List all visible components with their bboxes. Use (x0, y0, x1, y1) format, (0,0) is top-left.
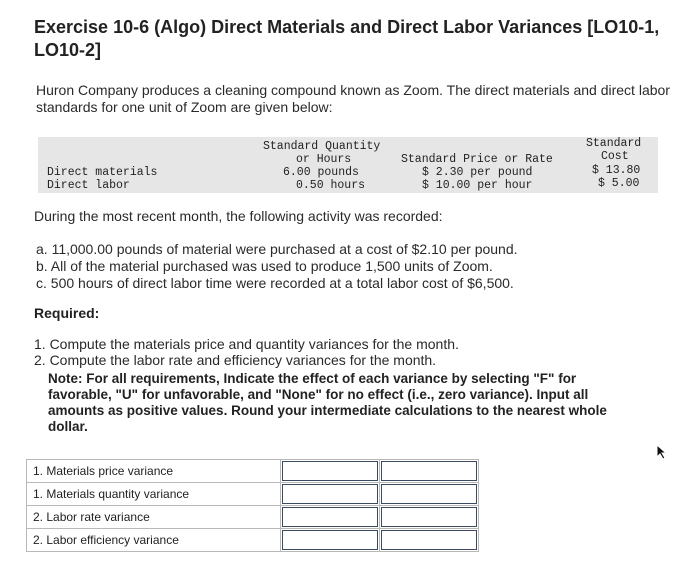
materials-quantity-effect-select[interactable] (381, 484, 477, 504)
row-materials-label: Direct materials (47, 166, 158, 179)
row-label: 2. Labor rate variance (27, 506, 281, 529)
required-heading: Required: (34, 305, 100, 321)
materials-price-effect-select[interactable] (381, 461, 477, 481)
requirements-list (34, 336, 654, 368)
table-row (27, 483, 479, 506)
row-label: 2. Labor efficiency variance (27, 529, 281, 552)
table-row (27, 506, 479, 529)
requirement-2: 2. Compute the labor rate and efficiency variances for the month. (34, 352, 437, 368)
table-row (27, 529, 479, 552)
materials-price-amount-input[interactable] (282, 461, 378, 481)
exercise-title: Exercise 10-6 (Algo) Direct Materials and Direct Labor Variances [LO10-1, LO10-2] (34, 17, 660, 60)
row-label: 1. Materials price variance (27, 460, 281, 483)
header-price: Standard Price or Rate (401, 153, 553, 166)
header-quantity-line2: or Hours (296, 153, 352, 166)
row-labor-cost: $ 5.00 (598, 177, 640, 190)
materials-quantity-amount-input[interactable] (282, 484, 378, 504)
header-quantity-line1: Standard Quantity (263, 140, 381, 153)
row-labor-price: $ 10.00 per hour (422, 179, 533, 192)
labor-rate-amount-input[interactable] (282, 507, 378, 527)
standards-table (38, 137, 658, 193)
labor-rate-effect-select[interactable] (381, 507, 477, 527)
mouse-cursor-icon (656, 444, 670, 460)
row-label: 1. Materials quantity variance (27, 483, 281, 506)
activity-item-c: c. 500 hours of direct labor time were recorded at a total labor cost of $6,500. (36, 275, 514, 291)
header-cost-line2: Cost (601, 150, 629, 163)
activity-item-b: b. All of the material purchased was used to produce 1,500 units of Zoom. (36, 258, 493, 274)
row-materials-cost: $ 13.80 (592, 164, 641, 177)
answer-table (26, 459, 479, 552)
labor-efficiency-effect-select[interactable] (381, 530, 477, 550)
row-materials-price: $ 2.30 per pound (422, 166, 533, 179)
intro-paragraph: Huron Company produces a cleaning compound known as Zoom. The direct materials and direct labor standards for one unit of Zoom are given below: (36, 82, 670, 115)
activity-item-a: a. 11,000.00 pounds of material were purchased at a cost of $2.10 per pound. (36, 241, 518, 257)
row-labor-quantity: 0.50 hours (296, 179, 366, 192)
header-cost-line1: Standard (586, 137, 642, 150)
instructions-note: Note: For all requirements, Indicate the effect of each variance by selecting "F" for favorable, "U" for unfavorable, and "None" for no effect (i.e., zero variance). Input all amounts as positive values. Round your intermediate calculations to the nearest whole dollar. (48, 371, 607, 434)
labor-efficiency-amount-input[interactable] (282, 530, 378, 550)
table-row (27, 460, 479, 483)
requirement-1: 1. Compute the materials price and quantity variances for the month. (34, 336, 459, 352)
row-labor-label: Direct labor (47, 179, 130, 192)
row-materials-quantity: 6.00 pounds (283, 166, 359, 179)
activity-intro: During the most recent month, the following activity was recorded: (34, 208, 443, 224)
activity-list (36, 241, 656, 292)
